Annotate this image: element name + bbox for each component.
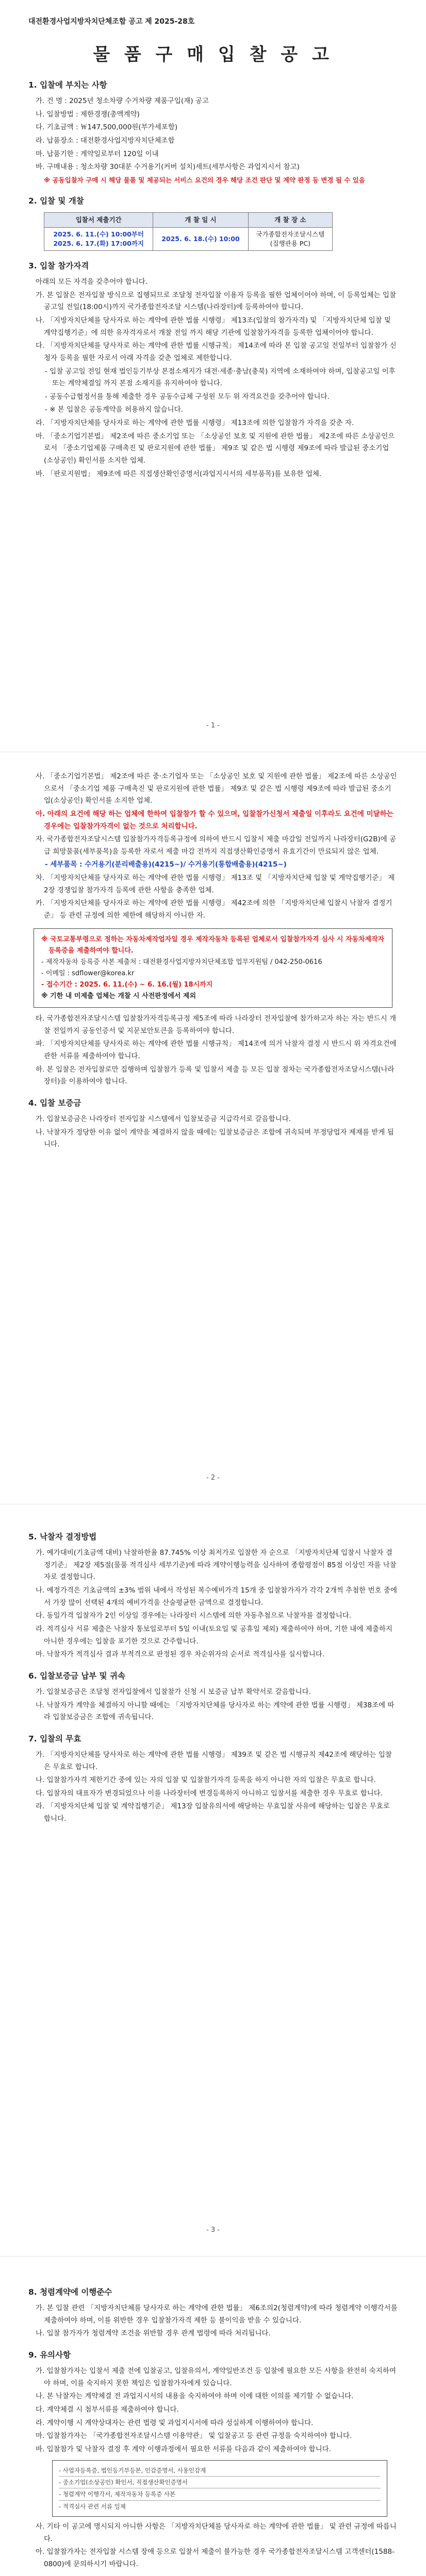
section-2-title: 2. 입찰 및 개찰 — [28, 196, 84, 206]
s5-item: 가. 예가대비(기초금액 대비) 낙찰하한율 87.745% 이상 최저가로 입찰한 자 순으로 「지방자치단체 입찰시 낙찰자 결정기준」 제2장 제5절(물품 적격심사 세부기준)에 따라 계약이행능력을 심사하여 종합평점이 85점 이상인 자를 낙찰자로 결정합니다. — [36, 1549, 397, 1582]
s4-item: 가. 입찰보증금은 나라장터 전자입찰 시스템에서 입찰보증금 지급각서로 갈음합니다. — [36, 1114, 291, 1123]
document-row: - 중소기업(소상공인) 확인서, 직접생산확인증명서 — [59, 2477, 381, 2488]
page-1 — [0, 0, 426, 752]
s4-item: 나. 낙찰자가 정당한 이유 없이 계약을 체결하지 않을 때에는 입찰보증금은 조합에 귀속되며 부정당업자 제재를 받게 됩니다. — [36, 1128, 394, 1149]
notice-line: ※ 기한 내 미제출 업체는 개찰 시 사전판정에서 제외 — [41, 992, 196, 1000]
notice-line: - 제작자동차 등록증 사본 제출처 : 대전환경사업지방자치단체조합 업무지원팀 / 042-250-0616 — [41, 958, 322, 966]
s1-item: 라. 납품장소 : 대전환경사업지방자치단체조합 — [36, 137, 175, 145]
s1-note: ※ 공동입찰자 구매 시 해당 물품 및 제공되는 서비스 요건의 경우 해당 조건 판단 및 계약 판정 등 변경 될 수 있음 — [44, 176, 365, 184]
s8-item: 나. 입찰 참가자가 청렴계약 조건을 위반할 경우 관계 법령에 따라 처리됩니다. — [36, 2329, 271, 2338]
s9-item: 사. 기타 이 공고에 명시되지 아니한 사항은 「지방자치단체를 당사자로 하는 계약에 관한 법률」 및 관련 규정에 따릅니다. — [36, 2522, 397, 2543]
s3-item: 카. 「지방자치단체를 당사자로 하는 계약에 관한 법률 시행령」 제42조에 의한 「지방자치단체 입찰시 낙찰자 결정기준」 등 관련 규정에 의한 제한에 해당하지 아니한 자. — [36, 899, 392, 920]
s1-item: 마. 납품기한 : 계약일로부터 120일 이내 — [36, 149, 159, 158]
table-row — [44, 227, 333, 250]
s3-item: 가. 본 입찰은 전자입찰 방식으로 집행되므로 조달청 전자입찰 이용자 등록을 필한 업체이어야 하며, 이 등록업체는 입찰공고일 전일(18:00시)까지 국가종합전자조달 시스템(나라장터)에 등록하여야 합니다. — [36, 291, 396, 312]
s7-item: 다. 입찰자의 대표자가 변경되었으나 이를 나라장터에 변경등록하지 아니하고 입찰서를 제출한 경우 무효로 합니다. — [36, 1789, 383, 1798]
s9-item: 라. 계약이행 시 계약상대자는 관련 법령 및 과업지시서에 따라 성실하게 이행하여야 합니다. — [36, 2418, 314, 2427]
s3-item: 타. 국가종합전자조달시스템 입찰참가자격등록규정 제5조에 따라 나라장터 전자입찰에 참가하고자 하는 자는 반드시 개찰 전일까지 공동인증서 및 지문보안토큰을 등록하여야 합니다. — [36, 1014, 397, 1035]
s1-item: 가. 건 명 : 2025년 청소차량 수거차량 제품구입(재) 공고 — [36, 97, 209, 106]
s7-item: 나. 입찰참가자격 제한기간 중에 있는 자의 입찰 및 입찰참가자격 등록을 하지 아니한 자의 입찰은 무효로 합니다. — [36, 1776, 376, 1785]
notice-period: - 접수기간 : 2025. 6. 11.(수) ~ 6. 16.(월) 18시까지 — [41, 980, 213, 989]
s7-item: 라. 「지방자치단체 입찰 및 계약집행기준」 제13장 입찰유의서에 해당하는 무효입찰 사유에 해당하는 입찰은 무효로 합니다. — [36, 1802, 390, 1823]
notice-line: ※ 국토교통부령으로 정하는 자동차제작업자일 경우 제작자동차 등록된 업체로서 입찰참가자격 심사 시 자동차제작자 등록증을 제출하여야 합니다. — [41, 935, 385, 955]
section-9-title: 9. 유의사항 — [28, 2350, 71, 2360]
document-row: - 청렴계약 이행각서, 제작자동차 등록증 사본 — [59, 2488, 381, 2500]
document-row: - 적격심사 관련 서류 일체 — [59, 2502, 126, 2510]
section-4-title: 4. 입찰 보증금 — [28, 1098, 81, 1108]
opening-place-cell: 국가종합전자조달시스템 (집행관용 PC) — [248, 227, 332, 250]
notice-email: - 이메일 : sdflower@korea.kr — [41, 969, 135, 977]
s5-item: 다. 동일가격 입찰자가 2인 이상일 경우에는 나라장터 시스템에 의한 자동추첨으로 낙찰자를 결정합니다. — [36, 1612, 352, 1620]
s3-item: 다. 「지방자치단체를 당사자로 하는 계약에 관한 법률 시행규칙」 제14조에 따라 본 입찰 공고일 전일부터 입찰참가 신청자 등록을 필한 자로서 아래 자격을 갖춘 업체로 제한합니다. — [36, 342, 397, 362]
s7-item: 가. 「지방자치단체를 당사자로 하는 계약에 관한 법률 시행령」 제39조 및 같은 법 시행규칙 제42조에 해당하는 입찰은 무효로 합니다. — [36, 1750, 392, 1771]
page-number: - 3 - — [206, 2226, 220, 2234]
section-8-title: 8. 청렴계약에 이행준수 — [28, 2287, 112, 2297]
section-6-title: 6. 입찰보증금 납부 및 귀속 — [28, 1671, 125, 1681]
s3-sub-item: - 공동수급협정서를 통해 제출한 경우 공동수급체 구성원 모두 위 자격요건을 갖추어야 합니다. — [45, 392, 330, 401]
s9-item: 마. 입찰참가자는 「국가종합전자조달시스템 이용약관」 및 입찰공고 등 관련 규정을 숙지하여야 합니다. — [36, 2432, 352, 2441]
page-number: - 2 - — [206, 1474, 220, 1482]
s3-sub-item: - 입찰 공고일 전일 현재 법인등기부상 본점소재지가 대전·세종·충남(충북) 지역에 소재하여야 하며, 입찰공고일 이후 또는 계약체결일 까지 본점 소재지를 유지하여야 합니다. — [45, 367, 396, 388]
s6-item: 가. 입찰보증금은 조달청 전자입찰에서 입찰참가 신청 시 보증금 납부 확약서로 갈음합니다. — [36, 1687, 312, 1696]
s3-item: 바. 「판로지원법」 제9조에 따른 직접생산확인증명서(과업지시서의 세부품목)를 보유한 업체. — [36, 469, 322, 478]
s9-item: 바. 입찰참가 및 낙찰자 결정 후 계약 이행과정에서 필요한 서류를 다음과 같이 제출하여야 합니다. — [36, 2445, 331, 2453]
submission-period-cell: 2025. 6. 11.(수) 10:00부터 2025. 6. 17.(화) 17:00까지 — [44, 227, 153, 250]
s3-item: 라. 「지방자치단체를 당사자로 하는 계약에 관한 법률 시행령」 제13조에 의한 입찰참가 자격을 갖춘 자. — [36, 419, 354, 427]
s3-item-highlight: 아. 아래의 요건에 해당 하는 업체에 한하여 입찰참가 할 수 있으며, 입찰참가신청서 제출일 이후라도 요건에 미달하는 경우에는 입찰참가자격이 없는 것으로 처리합니다. — [36, 809, 394, 831]
s3-item: 자. 국가종합전자조달시스템 입찰참가자격등록규정에 의하여 반드시 입찰서 제출 마감일 전일까지 나라장터(G2B)에 공급 희망물품(세부품목)을 등록한 자로서 제출 마감 전까지 직접생산확인증명서 유효기간이 만료되지 않은 업체. — [36, 835, 396, 856]
page-title: 물 품 구 매 입 찰 공 고 — [93, 44, 333, 65]
s8-item: 가. 본 입찰 관련 「지방자치단체를 당사자로 하는 계약에 관한 법률」 제6조의2(청렴계약)에 따라 청렴계약 이행각서를 제출하여야 하며, 이를 위반한 경우 입찰참가자격 제한 등 불이익을 받을 수 있습니다. — [36, 2304, 398, 2325]
table-header: 개 찰 장 소 — [248, 212, 332, 227]
section-5-title: 5. 낙찰자 결정방법 — [28, 1532, 97, 1541]
section-3-title: 3. 입찰 참가자격 — [28, 261, 89, 270]
s3-item: 하. 본 입찰은 전자입찰로만 집행하며 입찰참가 등록 및 입찰서 제출 등 모든 입찰 절차는 국가종합전자조달시스템(나라장터)을 이용하여야 합니다. — [36, 1065, 395, 1086]
s3-item: 파. 「지방자치단체를 당사자로 하는 계약에 관한 법률 시행규칙」 제14조에 의거 낙찰자 결정 시 반드시 위 자격요건에 관한 서류를 제출하여야 합니다. — [36, 1040, 397, 1060]
vehicle-registration-notice — [34, 928, 392, 1008]
s9-item: 다. 계약체결 시 첨부서류를 제출하여야 합니다. — [36, 2405, 179, 2414]
s3-item: 사. 「중소기업기본법」 제2조에 따른 중·소기업자 또는 「소상공인 보호 및 지원에 관한 법률」 제2조에 따른 소상공인으로서 「중소기업 제품 구매촉진 및 판로지원에 관한 법률」 제9조 및 같은 법 시행령 제9조에 따라 발급된 중소기업(소상공인) 확인서를 소지한 업체. — [36, 772, 397, 805]
s3-intro: 아래의 모든 자격을 갖추어야 합니다. — [36, 278, 148, 286]
s3-item: 차. 「지방자치단체를 당사자로 하는 계약에 관한 법률 시행령」 제13조 및 「지방자치단체 입찰 및 계약집행기준」 제2장 경쟁입찰 참가자격 등록에 관한 사항을 충족한 업체. — [36, 874, 395, 894]
page-3 — [0, 1504, 426, 2257]
opening-date-cell: 2025. 6. 18.(수) 10:00 — [153, 227, 248, 250]
s3-detail-item: - 세부품목 : 수거용기(분리배출용)(4215~)/ 수거용기(통합배출용)(4215~) — [45, 860, 287, 869]
s1-item: 바. 구매내용 : 청소차량 30대분 수거용기(커버 설치)세트(세부사항은 과업지시서 참고) — [36, 163, 300, 172]
required-documents-box — [52, 2460, 387, 2517]
s5-item: 마. 낙찰자가 적격심사 결과 부적격으로 판정된 경우 차순위자의 순서로 적격심사를 실시합니다. — [36, 1650, 325, 1659]
schedule-table — [44, 212, 333, 251]
s3-item: 나. 「지방자치단체를 당사자로 하는 계약에 관한 법률 시행령」 제13조(입찰의 참가자격) 및 「지방자치단체 입찰 및 계약집행기준」에 의한 유자격자로서 개찰 전일 까지 해당 기관에 입찰참가자격을 등록한 업체이어야 합니다. — [36, 316, 391, 337]
s9-item: 나. 본 낙찰자는 계약체결 전 과업지시서의 내용을 숙지하여야 하며 이에 대한 이의를 제기할 수 없습니다. — [36, 2392, 354, 2401]
section-1-title: 1. 입찰에 부치는 사항 — [28, 80, 107, 90]
s1-item: 나. 입찰방법 : 제한경쟁(총액계약) — [36, 110, 140, 118]
s5-item: 라. 적격심사 서류 제출은 낙찰자 통보일로부터 5일 이내(토요일 및 공휴일 제외) 제출하여야 하며, 기한 내에 제출하지 아니한 경우에는 입찰을 포기한 것으로 간주합니다. — [36, 1624, 392, 1646]
table-header: 개 찰 일 시 — [153, 212, 248, 227]
section-7-title: 7. 입찰의 무효 — [28, 1734, 81, 1743]
s9-item: 가. 입찰참가자는 입찰서 제출 전에 입찰공고, 입찰유의서, 계약일반조건 등 입찰에 필요한 모든 사항을 완전히 숙지하여야 하며, 이를 숙지하지 못한 책임은 입찰참가자에게 있습니다. — [36, 2367, 396, 2387]
page-4 — [0, 2257, 426, 2576]
doc-ref: 대전환경사업지방자치단체조합 공고 제 2025-28호 — [28, 18, 195, 26]
s6-item: 나. 낙찰자가 계약을 체결하지 아니할 때에는 「지방자치단체를 당사자로 하는 계약에 관한 법률 시행령」 제38조에 따라 입찰보증금은 조합에 귀속됩니다. — [36, 1701, 395, 1722]
document-row: - 사업자등록증, 법인등기부등본, 인감증명서, 사용인감계 — [59, 2465, 381, 2477]
s3-item: 마. 「중소기업기본법」 제2조에 따른 중소기업 또는 「소상공인 보호 및 지원에 관한 법률」 제2조에 따른 소상공인으로서 「중소기업제품 구매촉진 및 판로지원에 관한 법률」 제9조 및 같은 법 시행령 제9조에 따라 발급된 중소기업(소상공인) 확인서를 소지한 업체. — [36, 432, 395, 465]
s3-sub-item: - ※ 본 입찰은 공동계약을 허용하지 않습니다. — [45, 405, 183, 414]
table-header: 입찰서 제출기간 — [44, 212, 153, 227]
s9-item: 아. 입찰참가자는 전자입찰 시스템 장애 등으로 입찰서 제출이 불가능한 경우 국가종합전자조달시스템 고객센터(1588-0800)에 문의하시기 바랍니다. — [36, 2548, 395, 2568]
s5-item: 나. 예정가격은 기초금액의 ±3% 범위 내에서 작성된 복수예비가격 15개 중 입찰참가자가 각각 2개씩 추첨한 번호 중에서 가장 많이 선택된 4개의 예비가격을 산술평균한 금액으로 결정합니다. — [36, 1586, 397, 1607]
page-2 — [0, 752, 426, 1504]
page-number: - 1 - — [206, 722, 220, 730]
s1-item: 다. 기초금액 : ￦147,500,000원(부가세포함) — [36, 123, 178, 132]
